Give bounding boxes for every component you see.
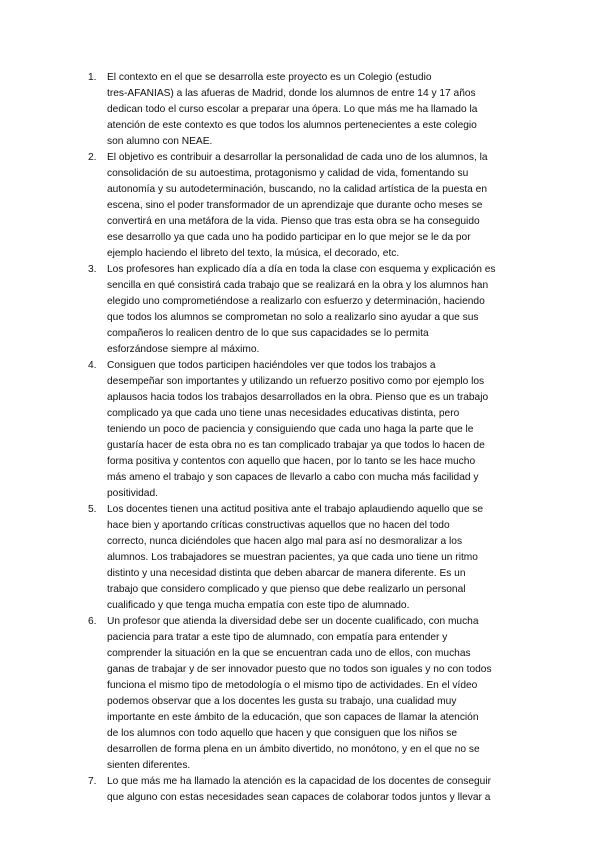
text-line: que alguno con estas necesidades sean capaces de colaborar todos juntos y llevar a <box>107 792 491 803</box>
text-line: tres-AFANIAS) a las afueras de Madrid, donde los alumnos de entre 14 y 17 años <box>107 88 476 99</box>
text-line: son alumno con NEAE. <box>107 136 213 147</box>
text-line: correcto, nunca diciéndoles que hacen algo mal para así no desmoralizar a los <box>107 536 463 547</box>
text-line: sienten diferentes. <box>107 760 191 771</box>
list-item <box>88 774 528 806</box>
text-line: dedican todo el curso escolar a preparar una ópera. Lo que más me ha llamado la <box>107 104 478 115</box>
text-line: hace bien y aportando críticas constructivas aquellos que no hacen del todo <box>107 520 450 531</box>
list-item <box>88 614 528 774</box>
text-line: escena, sino el poder transformador de un aprendizaje que durante ocho meses se <box>107 200 483 211</box>
text-line: desempeñar son importantes y utilizando un refuerzo positivo como por ejemplo los <box>107 376 485 387</box>
text-line: de los alumnos con todo aquello que hacen y que consiguen que los niños se <box>107 728 458 739</box>
item-number: 7. <box>88 776 97 787</box>
text-line: atención de este contexto es que todos los alumnos pertenecientes a este colegio <box>107 120 477 131</box>
text-line: Lo que más me ha llamado la atención es la capacidad de los docentes de conseguir <box>107 776 491 787</box>
text-line: Consiguen que todos participen haciéndoles ver que todos los trabajos a <box>107 360 436 371</box>
text-line: Los profesores han explicado día a día en toda la clase con esquema y explicación es <box>107 264 496 275</box>
list-item <box>88 358 528 502</box>
item-number: 2. <box>88 152 97 163</box>
text-line: aplausos hacia todos los trabajos desarrollados en la obra. Pienso que es un trabajo <box>107 392 489 403</box>
text-line: consolidación de su autoestima, protagonismo y calidad de vida, fomentando su <box>107 168 469 179</box>
item-number: 6. <box>88 616 97 627</box>
text-line: trabajo que considero complicado y que pienso que debe realizarlo un personal <box>107 584 466 595</box>
item-number: 1. <box>88 72 97 83</box>
numbered-answer-list <box>88 70 528 806</box>
list-item <box>88 502 528 614</box>
text-line: forma positiva y contentos con aquello que hacen, por lo tanto se les hace mucho <box>107 456 476 467</box>
text-line: que todos los alumnos se comprometan no solo a realizarlo sino ayudar a que sus <box>107 312 479 323</box>
list-item <box>88 150 528 262</box>
item-number: 4. <box>88 360 97 371</box>
text-line: distinto y una necesidad distinta que deben abarcar de manera diferente. Es un <box>107 568 466 579</box>
text-line: cualificado y que tenga mucha empatía con este tipo de alumnado. <box>107 600 410 611</box>
text-line: comprender la situación en la que se encuentran cada uno de ellos, con muchas <box>107 648 471 659</box>
text-line: positividad. <box>107 488 158 499</box>
text-line: complicado ya que cada uno tiene unas necesidades educativas distinta, pero <box>107 408 460 419</box>
text-line: alumnos. Los trabajadores se muestran pacientes, ya que cada uno tiene un ritmo <box>107 552 478 563</box>
text-line: El objetivo es contribuir a desarrollar la personalidad de cada uno de los alumnos, la <box>107 152 488 163</box>
text-line: importante en este ámbito de la educación, que son capaces de llamar la atención <box>107 712 479 723</box>
text-line: esforzándose siempre al máximo. <box>107 344 260 355</box>
text-line: sencilla en qué consistirá cada trabajo que se realizará en la obra y los alumnos han <box>107 280 489 291</box>
text-line: Los docentes tienen una actitud positiva ante el trabajo aplaudiendo aquello que se <box>107 504 484 515</box>
text-line: convertirá en una metáfora de la vida. Pienso que tras esta obra se ha conseguido <box>107 216 480 227</box>
text-line: autonomía y su autodeterminación, buscando, no la calidad artística de la puesta en <box>107 184 488 195</box>
text-line: funciona el mismo tipo de metodología o el mismo tipo de actividades. En el vídeo <box>107 680 478 691</box>
text-line: ese desarrollo ya que cada uno ha podido participar en lo que mejor se le da por <box>107 232 471 243</box>
list-item <box>88 262 528 358</box>
item-number: 3. <box>88 264 97 275</box>
text-line: paciencia para tratar a este tipo de alumnado, con empatía para entender y <box>107 632 448 643</box>
text-line: más ameno el trabajo y son capaces de llevarlo a cabo con mucha más facilidad y <box>107 472 479 483</box>
text-line: Un profesor que atienda la diversidad debe ser un docente cualificado, con mucha <box>107 616 479 627</box>
text-line: El contexto en el que se desarrolla este proyecto es un Colegio (estudio <box>107 72 432 83</box>
text-line: ganas de trabajar y de ser innovador puesto que no todos son iguales y no con todos <box>107 664 492 675</box>
item-number: 5. <box>88 504 97 515</box>
list-item <box>88 70 528 150</box>
text-line: gustaría hacer de esta obra no es tan complicado trabajar ya que todos lo hacen de <box>107 440 485 451</box>
text-line: elegido uno comprometiéndose a realizarlo con esfuerzo y determinación, haciendo <box>107 296 485 307</box>
text-line: compañeros lo realicen dentro de lo que sus capacidades se lo permita <box>107 328 429 339</box>
text-line: podemos observar que a los docentes les gusta su trabajo, una cualidad muy <box>107 696 457 707</box>
text-line: teniendo un poco de paciencia y consiguiendo que cada uno haga la parte que le <box>107 424 474 435</box>
text-line: ejemplo haciendo el libreto del texto, la música, el decorado, etc. <box>107 248 400 259</box>
text-line: desarrollen de forma plena en un ámbito divertido, no monótono, y en el que no se <box>107 744 480 755</box>
